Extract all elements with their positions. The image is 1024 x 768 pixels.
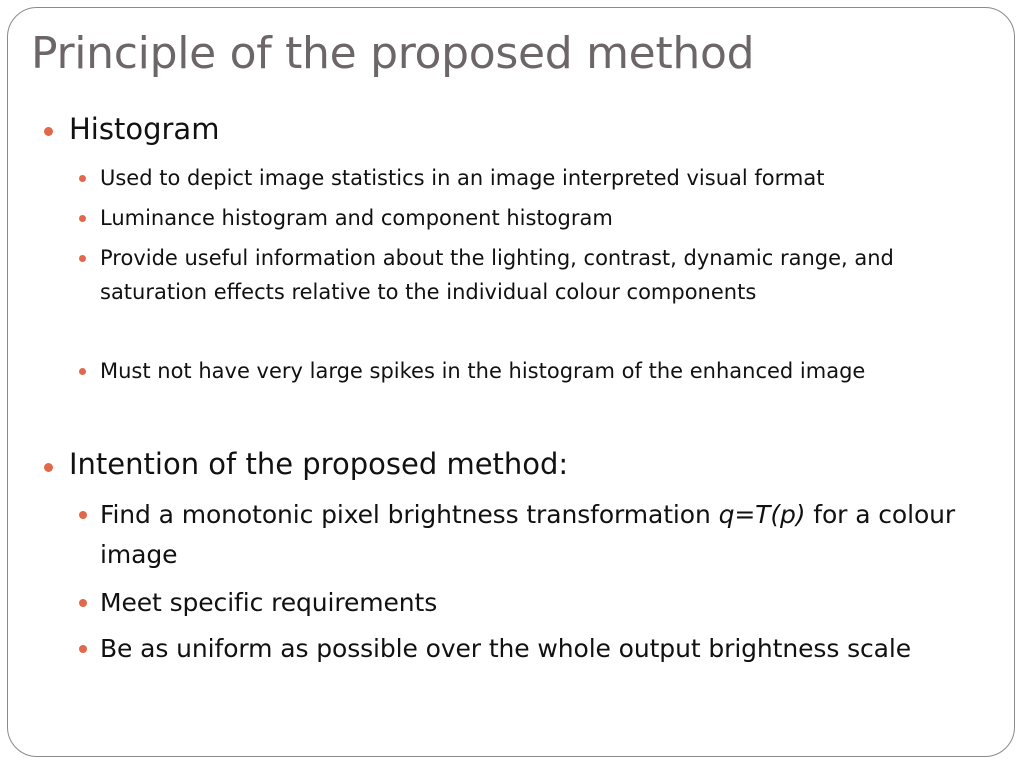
histogram-point-3: Provide useful information about the lighting, contrast, dynamic range, and saturation effects relative to the individual colour components [100, 246, 894, 304]
bullet-dot [79, 175, 86, 182]
bullet-dot [79, 368, 86, 375]
histogram-point-1: Used to depict image statistics in an image interpreted visual format [100, 166, 825, 190]
intention-point-1-text-end: for a colour image [100, 500, 956, 569]
intention-point-1-text: Find a monotonic pixel brightness transformation [100, 500, 719, 529]
bullet-dot [79, 255, 86, 262]
bullet-dot [79, 511, 87, 519]
intention-point-1 [100, 495, 995, 575]
histogram-point-2: Luminance histogram and component histogram [100, 206, 613, 230]
bullet-dot [79, 215, 86, 222]
transformation-formula: q=T(p) [718, 500, 806, 529]
intention-point-2: Meet specific requirements [100, 588, 438, 617]
bullet-dot [44, 463, 53, 472]
slide-title: Principle of the proposed method [31, 28, 755, 79]
bullet-dot [79, 599, 87, 607]
histogram-point-4: Must not have very large spikes in the histogram of the enhanced image [100, 359, 866, 383]
intention-heading: Intention of the proposed method: [69, 447, 569, 481]
histogram-heading: Histogram [69, 112, 220, 146]
intention-point-3: Be as uniform as possible over the whole output brightness scale [100, 634, 912, 663]
bullet-dot [44, 127, 53, 136]
bullet-dot [79, 645, 87, 653]
